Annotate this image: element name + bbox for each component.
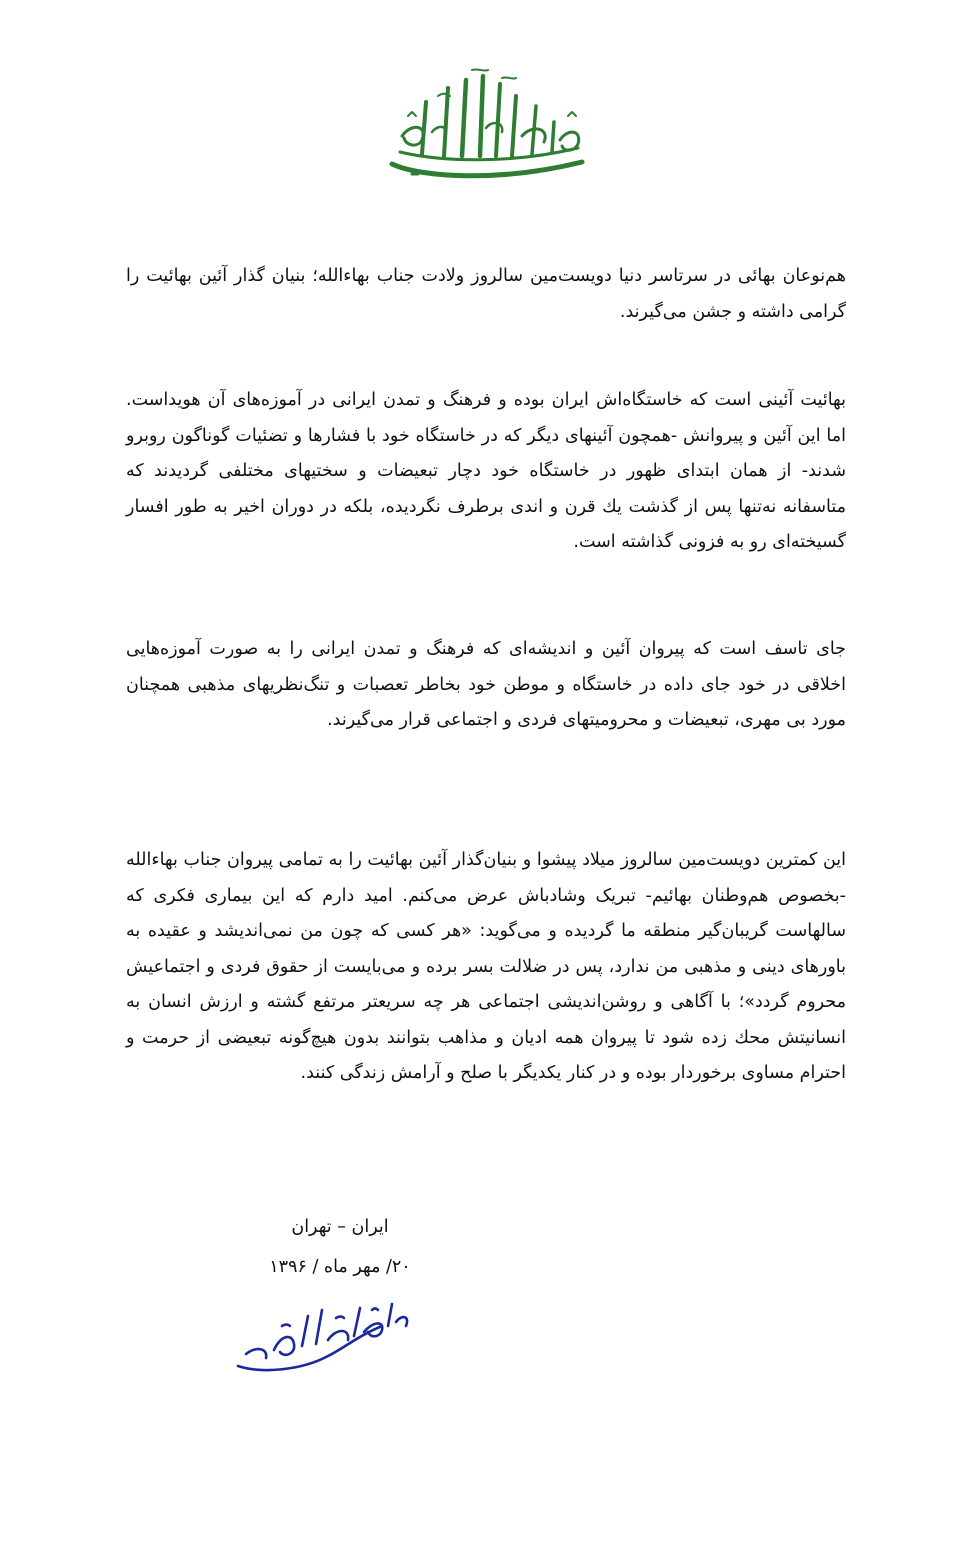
closing-date: ۲۰/ مهر ماه / ۱۳۹۶ — [269, 1257, 411, 1277]
paragraph-greeting: هم‌نوعان بهائی در سرتاسر دنیا دویست‌مین سالروز ولادت جناب بهاءالله؛ بنیان گذار آئین بهائیت را گرامی داشته و جشن می‌گیرند. — [126, 266, 846, 322]
basmala-calligraphy — [382, 66, 592, 186]
paragraph-origin: بهائیت آئینی است که خاستگاه‌اش ایران بوده و فرهنگ و تمدن ایرانی در آموزه‌های آن هویداست. اما این آئین و پیروانش -همچون آئینهای دیگر که در خاستگاه خود با فشارها و تضئیات گوناگون روبرو شدند- از همان ابتدای ظهور در خاستگاه خود دچار تبعیضات و سختیهای مختلفی گردیدند که متاسفانه نه‌تنها پس از گذشت یك قرن و اندی برطرف نگردیده، بلکه در دوران اخیر به طور افسار گسیخته‌ای رو به فزونی گذاشته است. — [126, 390, 846, 552]
closing-place: ایران – تهران — [291, 1217, 389, 1237]
paragraph-regret: جای تاسف است که پیروان آئین و اندیشه‌ای که فرهنگ و تمدن ایرانی را به صورت آموزه‌هایی اخلاقی در خود جای داده در خاستگاه و موطن خود بخاطر تعصبات و تنگ‌نظریهای مذهبی همچنان مورد بی مهری، تبعیضات و محرومیتهای فردی و اجتماعی قرار می‌گیرند. — [126, 639, 846, 730]
handwritten-signature — [232, 1296, 412, 1376]
paragraph-congratulations: این کمترین دویست‌مین سالروز میلاد پیشوا و بنیان‌گذار آئین بهائیت را به تمامی پیروان جناب بهاءالله -بخصوص هم‌وطنان بهائیم- تبریک وشادباش عرض می‌کنم. امید دارم که این بیماری فکری که سالهاست گریبان‌گیر منطقه ما گردیده و می‌گوید: «هر کسی که چون من نمی‌اندیشد و عقیده به باورهای دینی و مذهبی من ندارد، پس در ضلالت بسر برده و می‌بایست از حقوق فردی و اجتماعیش محروم گردد»؛ با آگاهی و روشن‌اندیشی اجتماعی هر چه سریعتر مرتفع گشته و ارزش انسان به انسانیتش محك زده شود تا پیروان همه ادیان و مذاهب بتوانند بدون هیچ‌گونه تبعیضی از حرمت و احترام مساوی برخوردار بوده و در کنار یکدیگر با صلح و آرامش زندگی کنند. — [126, 850, 846, 1083]
